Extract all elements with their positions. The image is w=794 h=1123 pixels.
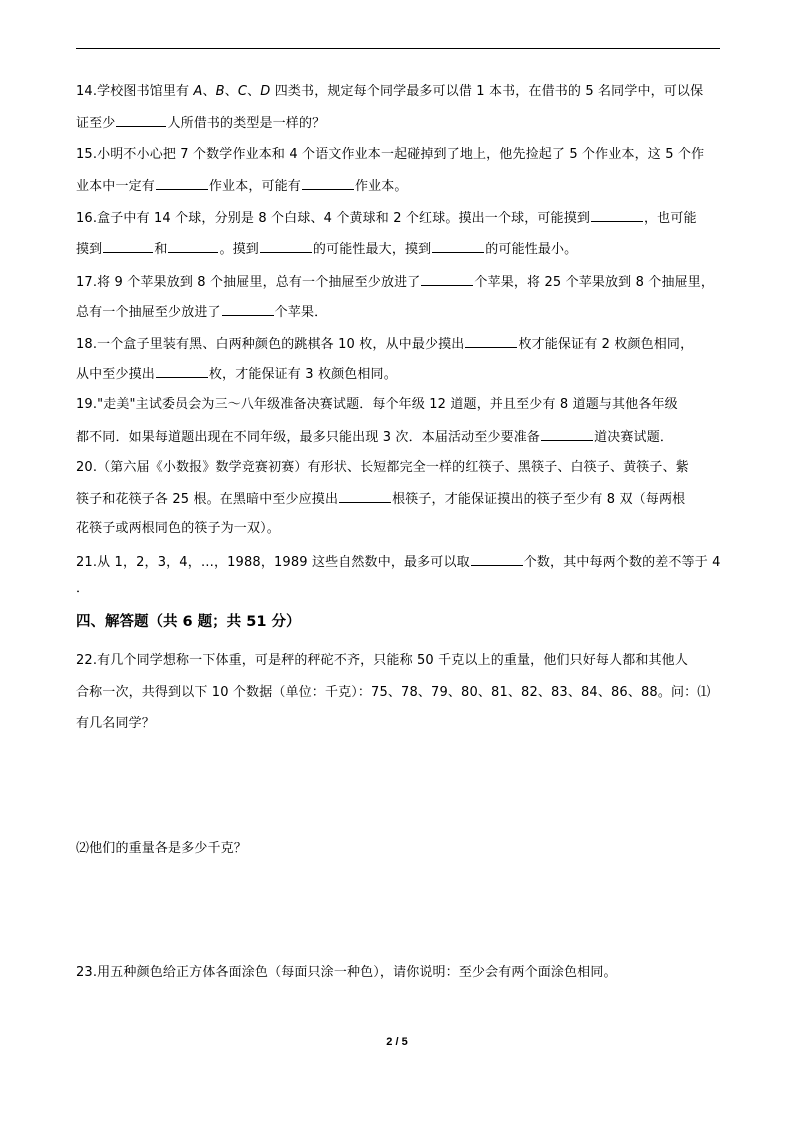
- q16-text: 摸到: [76, 242, 103, 257]
- q15-text: 作业本。: [354, 179, 408, 194]
- answer-blank[interactable]: [260, 239, 312, 253]
- question-16-line-2: [76, 239, 720, 259]
- q17-text: 17.将 9 个苹果放到 8 个抽屉里，总有一个抽屉至少放进了: [76, 275, 421, 290]
- q14-text: 四类书，规定每个同学最多可以借 1 本书，在借书的 5 名同学中，可以保: [270, 84, 704, 99]
- question-22-line-3: [76, 715, 720, 733]
- question-21-line-2: [76, 580, 720, 598]
- question-17-line-1: [76, 272, 720, 292]
- separator: 、: [224, 84, 238, 99]
- separator: 、: [247, 84, 261, 99]
- option-b: B: [215, 84, 225, 99]
- question-22-line-1: [76, 652, 720, 670]
- option-c: C: [237, 84, 248, 99]
- question-22-line-2: [76, 684, 720, 702]
- q17-text: 总有一个抽屉至少放进了: [76, 305, 221, 320]
- question-20-line-1: [76, 459, 720, 477]
- q23-text: 23.用五种颜色给正方体各面涂色（每面只涂一种色），请你说明：至少会有两个面涂色相同。: [76, 965, 617, 980]
- answer-blank[interactable]: [168, 239, 218, 253]
- answer-blank[interactable]: [541, 427, 593, 441]
- question-21-line-1: [76, 552, 720, 572]
- q22-text: ⑵他们的重量各是多少千克？: [76, 841, 247, 856]
- q14-text: 证至少: [76, 116, 116, 131]
- question-15-line-1: [76, 146, 720, 164]
- q20-text: 根筷子，才能保证摸出的筷子至少有 8 双（每两根: [392, 492, 686, 507]
- option-a: A: [193, 84, 203, 99]
- question-14-line-1: [76, 83, 720, 101]
- page-number: 2 / 5: [386, 1036, 408, 1048]
- answer-blank[interactable]: [421, 272, 473, 286]
- q19-text: 道决赛试题．: [594, 430, 673, 445]
- q21-text: 21.从 1，2，3，4，…，1988，1989 这些自然数中，最多可以取: [76, 555, 470, 570]
- question-23-line-1: [76, 964, 720, 982]
- q22-text: 合称一次，共得到以下 10 个数据（单位：千克）：75、78、79、80、81、82、83、84、86、88。问：⑴: [76, 685, 711, 700]
- q18-text: 从中至少摸出: [76, 367, 155, 382]
- q15-text: 业本中一定有: [76, 179, 155, 194]
- question-22-part-2: [76, 840, 720, 858]
- option-d: D: [260, 84, 271, 99]
- q22-text: 22.有几个同学想称一下体重，可是秤的秤砣不齐，只能称 50 千克以上的重量，他们只好每人都和其他人: [76, 653, 688, 668]
- answer-blank[interactable]: [432, 239, 484, 253]
- answer-blank[interactable]: [156, 176, 208, 190]
- q16-text: 的可能性最小。: [485, 242, 578, 257]
- q14-text: 14.学校图书馆里有: [76, 84, 194, 99]
- answer-blank[interactable]: [302, 176, 354, 190]
- q16-text: 16.盒子中有 14 个球，分别是 8 个白球、4 个黄球和 2 个红球。摸出一个球，可能摸到: [76, 211, 591, 226]
- question-20-line-2: [76, 489, 720, 509]
- question-19-line-2: [76, 427, 720, 447]
- question-20-line-3: [76, 520, 720, 538]
- separator: 、: [202, 84, 216, 99]
- question-18-line-1: [76, 334, 720, 354]
- question-18-line-2: [76, 364, 720, 384]
- question-15-line-2: [76, 176, 720, 196]
- q15-text: 15.小明不小心把 7 个数学作业本和 4 个语文作业本一起碰掉到了地上，他先捡起了 5 个作业本，这 5 个作: [76, 147, 705, 162]
- q21-text: ．: [76, 581, 90, 596]
- q18-text: 枚，才能保证有 3 枚颜色相同。: [208, 367, 397, 382]
- question-16-line-1: [76, 208, 720, 228]
- answer-blank[interactable]: [471, 552, 523, 566]
- q22-text: 有几名同学？: [76, 716, 155, 731]
- answer-blank[interactable]: [591, 208, 643, 222]
- answer-blank[interactable]: [156, 364, 208, 378]
- q16-text: 的可能性最大，摸到: [312, 242, 432, 257]
- question-19-line-1: [76, 396, 720, 414]
- answer-blank[interactable]: [222, 302, 274, 316]
- q18-text: 枚才能保证有 2 枚颜色相同，: [518, 337, 694, 352]
- q17-text: 个苹果．: [274, 305, 328, 320]
- q19-text: 19."走美"主试委员会为三～八年级准备决赛试题．每个年级 12 道题，并且至少有 8 道题与其他各年级: [76, 397, 678, 412]
- question-17-line-2: [76, 302, 720, 322]
- answer-blank[interactable]: [339, 489, 391, 503]
- q15-text: 作业本，可能有: [208, 179, 301, 194]
- q16-text: 。摸到: [219, 242, 259, 257]
- q21-text: 个数，其中每两个数的差不等于 4: [523, 555, 721, 570]
- q20-text: 筷子和花筷子各 25 根。在黑暗中至少应摸出: [76, 492, 339, 507]
- section-heading: 四、解答题（共 6 题；共 51 分）: [76, 614, 301, 630]
- header-rule: [76, 48, 720, 49]
- answer-blank[interactable]: [103, 239, 153, 253]
- q14-text: 人所借书的类型是一样的？: [167, 116, 326, 131]
- q20-text: 20.（第六届《小数报》数学竞赛初赛）有形状、长短都完全一样的红筷子、黑筷子、白筷子、黄筷子、紫: [76, 460, 689, 475]
- q16-text: ，也可能: [644, 211, 697, 226]
- question-14-line-2: [76, 113, 720, 133]
- answer-blank[interactable]: [116, 113, 166, 127]
- q19-text: 都不同．如果每道题出现在不同年级，最多只能出现 3 次．本届活动至少要准备: [76, 430, 541, 445]
- answer-blank[interactable]: [465, 334, 517, 348]
- q16-text: 和: [154, 242, 168, 257]
- q18-text: 18.一个盒子里装有黑、白两种颜色的跳棋各 10 枚，从中最少摸出: [76, 337, 465, 352]
- q17-text: 个苹果，将 25 个苹果放到 8 个抽屉里，: [474, 275, 715, 290]
- q20-text: 花筷子或两根同色的筷子为一双）。: [76, 521, 280, 536]
